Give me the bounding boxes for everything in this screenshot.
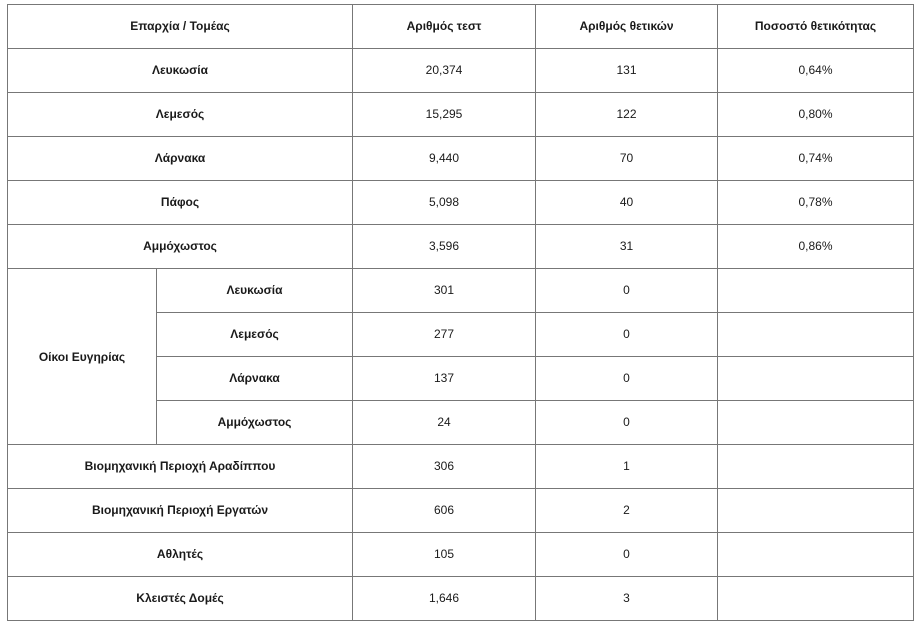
cell-tests: 301 — [353, 269, 536, 313]
table-row — [8, 489, 914, 533]
cell-tests: 306 — [353, 445, 536, 489]
table-row — [8, 93, 914, 137]
cell-rate — [718, 269, 914, 313]
cell-positives: 70 — [536, 137, 718, 181]
row-label: Λάρνακα — [157, 357, 353, 401]
table-header-row — [8, 5, 914, 49]
cell-tests: 3,596 — [353, 225, 536, 269]
row-label: Λευκωσία — [157, 269, 353, 313]
cell-positives: 40 — [536, 181, 718, 225]
cell-rate: 0,74% — [718, 137, 914, 181]
row-label: Λάρνακα — [8, 137, 353, 181]
header-tests: Αριθμός τεστ — [353, 5, 536, 49]
table-row — [8, 49, 914, 93]
cell-rate — [718, 489, 914, 533]
header-positives: Αριθμός θετικών — [536, 5, 718, 49]
cell-tests: 20,374 — [353, 49, 536, 93]
cell-positives: 0 — [536, 269, 718, 313]
cell-rate: 0,80% — [718, 93, 914, 137]
covid-tests-table — [7, 4, 914, 621]
cell-tests: 105 — [353, 533, 536, 577]
row-label: Βιομηχανική Περιοχή Αραδίππου — [8, 445, 353, 489]
cell-tests: 5,098 — [353, 181, 536, 225]
row-label: Αμμόχωστος — [157, 401, 353, 445]
cell-rate: 0,86% — [718, 225, 914, 269]
row-label: Λευκωσία — [8, 49, 353, 93]
cell-positives: 122 — [536, 93, 718, 137]
cell-tests: 1,646 — [353, 577, 536, 621]
cell-positives: 31 — [536, 225, 718, 269]
cell-tests: 606 — [353, 489, 536, 533]
cell-rate — [718, 577, 914, 621]
cell-rate — [718, 313, 914, 357]
cell-positives: 0 — [536, 357, 718, 401]
cell-rate — [718, 357, 914, 401]
table-row — [8, 533, 914, 577]
table-row — [8, 225, 914, 269]
table-row — [8, 269, 914, 313]
cell-rate: 0,64% — [718, 49, 914, 93]
cell-tests: 277 — [353, 313, 536, 357]
header-district: Επαρχία / Τομέας — [8, 5, 353, 49]
table-row — [8, 181, 914, 225]
row-label: Πάφος — [8, 181, 353, 225]
row-label: Κλειστές Δομές — [8, 577, 353, 621]
cell-tests: 9,440 — [353, 137, 536, 181]
cell-rate — [718, 445, 914, 489]
cell-positives: 0 — [536, 401, 718, 445]
row-label: Αμμόχωστος — [8, 225, 353, 269]
row-label: Λεμεσός — [8, 93, 353, 137]
cell-rate: 0,78% — [718, 181, 914, 225]
header-positivity-rate: Ποσοστό θετικότητας — [718, 5, 914, 49]
table-row — [8, 445, 914, 489]
cell-tests: 137 — [353, 357, 536, 401]
row-label: Λεμεσός — [157, 313, 353, 357]
cell-tests: 15,295 — [353, 93, 536, 137]
row-label: Αθλητές — [8, 533, 353, 577]
cell-positives: 0 — [536, 313, 718, 357]
cell-positives: 3 — [536, 577, 718, 621]
table-row — [8, 577, 914, 621]
cell-positives: 1 — [536, 445, 718, 489]
cell-tests: 24 — [353, 401, 536, 445]
cell-positives: 0 — [536, 533, 718, 577]
cell-positives: 2 — [536, 489, 718, 533]
table-row — [8, 137, 914, 181]
cell-rate — [718, 533, 914, 577]
care-homes-label: Οίκοι Ευγηρίας — [8, 269, 157, 445]
row-label: Βιομηχανική Περιοχή Εργατών — [8, 489, 353, 533]
cell-positives: 131 — [536, 49, 718, 93]
cell-rate — [718, 401, 914, 445]
